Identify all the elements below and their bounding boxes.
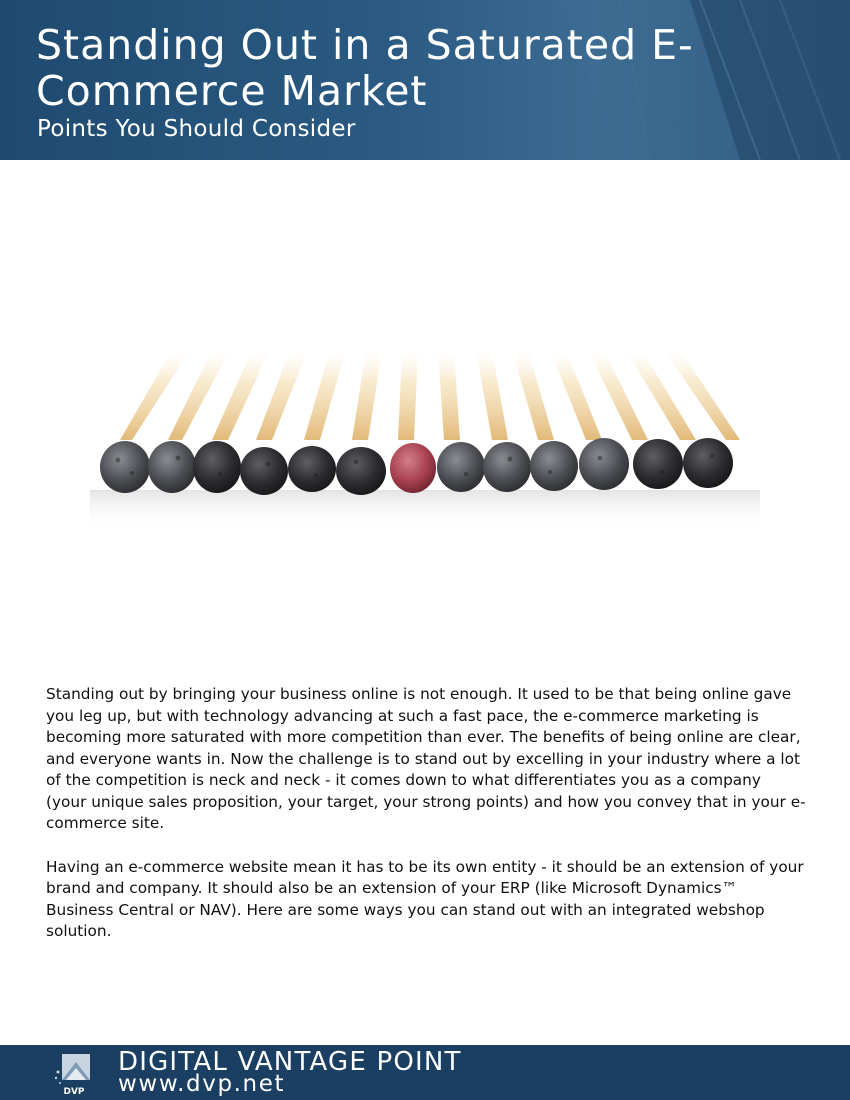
footer-banner bbox=[0, 1045, 850, 1100]
matchsticks-image bbox=[80, 340, 770, 560]
body-content bbox=[46, 684, 806, 965]
company-url[interactable]: www.dvp.net bbox=[118, 1071, 286, 1097]
company-name: DIGITAL VANTAGE POINT bbox=[118, 1047, 462, 1077]
page-title: Standing Out in a Saturated E-Commerce Market bbox=[36, 21, 694, 115]
body-paragraph-2: Having an e-commerce website mean it has to be its own entity - it should be an extension of your brand and company. It should also be an extension of your ERP (like Microsoft Dynamics™ Business Central or NAV). Here are some ways you can stand out with an integrated webshop solution. bbox=[46, 857, 804, 940]
page-subtitle: Points You Should Consider bbox=[37, 116, 356, 142]
body-paragraph-1: Standing out by bringing your business online is not enough. It used to be that being online gave you leg up, but with technology advancing at such a fast pace, the e-commerce marketing is becoming more saturated with more competition than ever. The benefits of being online are clear, and everyone wants in. Now the challenge is to stand out by excelling in your industry where a lot of the competition is neck and neck - it comes down to what differentiates you as a company (your unique sales proposition, your target, your strong points) and how you convey that in your e-commerce site. bbox=[46, 685, 806, 832]
header-banner bbox=[0, 0, 850, 160]
svg-text:DVP: DVP bbox=[63, 1087, 85, 1096]
dvp-logo-icon bbox=[52, 1050, 96, 1096]
